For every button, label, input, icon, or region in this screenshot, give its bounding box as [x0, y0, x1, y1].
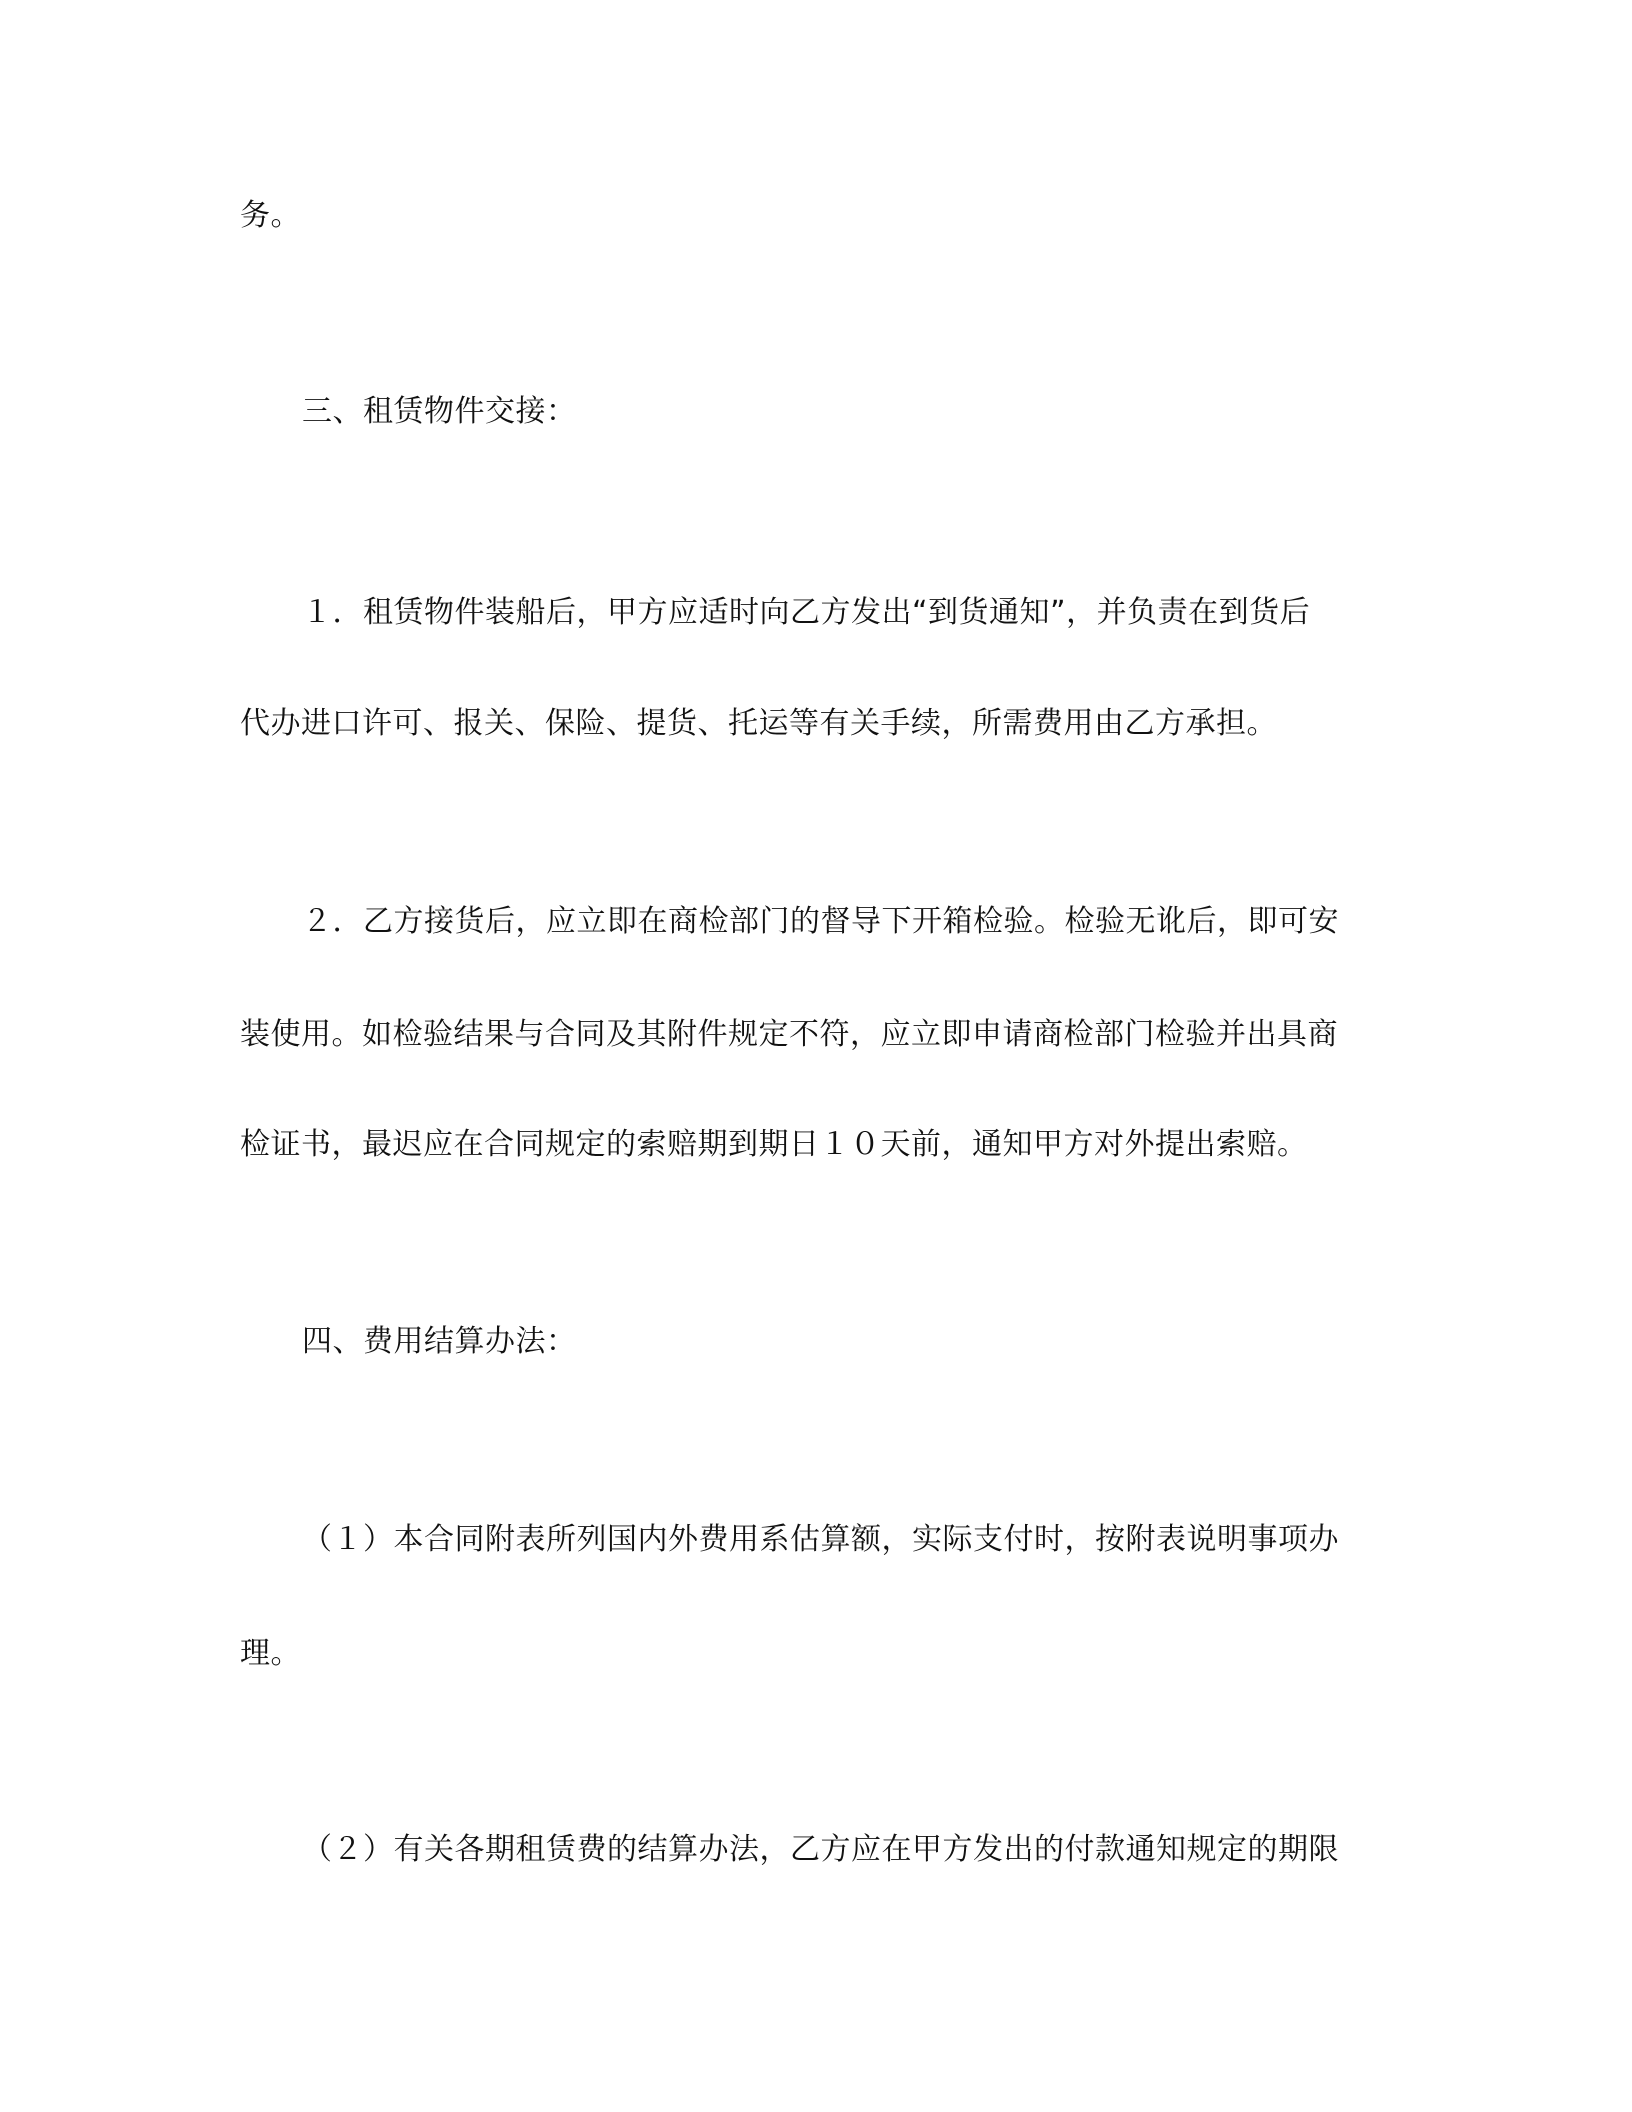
section4-item1-line1: （１）本合同附表所列国内外费用系估算额，实际支付时，按附表说明事项办	[302, 1522, 1339, 1557]
section4-heading: 四、费用结算办法：	[302, 1324, 577, 1359]
section3-item1-line1: １．租赁物件装船后，甲方应适时向乙方发出“到货通知”，并负责在到货后	[302, 595, 1311, 630]
section3-item2-line1: ２．乙方接货后，应立即在商检部门的督导下开箱检验。检验无讹后，即可安	[302, 904, 1339, 939]
section3-item2-line2: 装使用。如检验结果与合同及其附件规定不符，应立即申请商检部门检验并出具商	[240, 1017, 1338, 1052]
section4-item1-line2: 理。	[240, 1636, 301, 1671]
section3-item2-line3: 检证书，最迟应在合同规定的索赔期到期日１０天前，通知甲方对外提出索赔。	[240, 1127, 1308, 1162]
section4-item2-line1: （２）有关各期租赁费的结算办法，乙方应在甲方发出的付款通知规定的期限	[302, 1832, 1339, 1867]
section3-heading: 三、租赁物件交接：	[302, 394, 577, 429]
section3-item1-line2: 代办进口许可、报关、保险、提货、托运等有关手续，所需费用由乙方承担。	[240, 706, 1277, 741]
continuation-text: 务。	[240, 198, 301, 233]
